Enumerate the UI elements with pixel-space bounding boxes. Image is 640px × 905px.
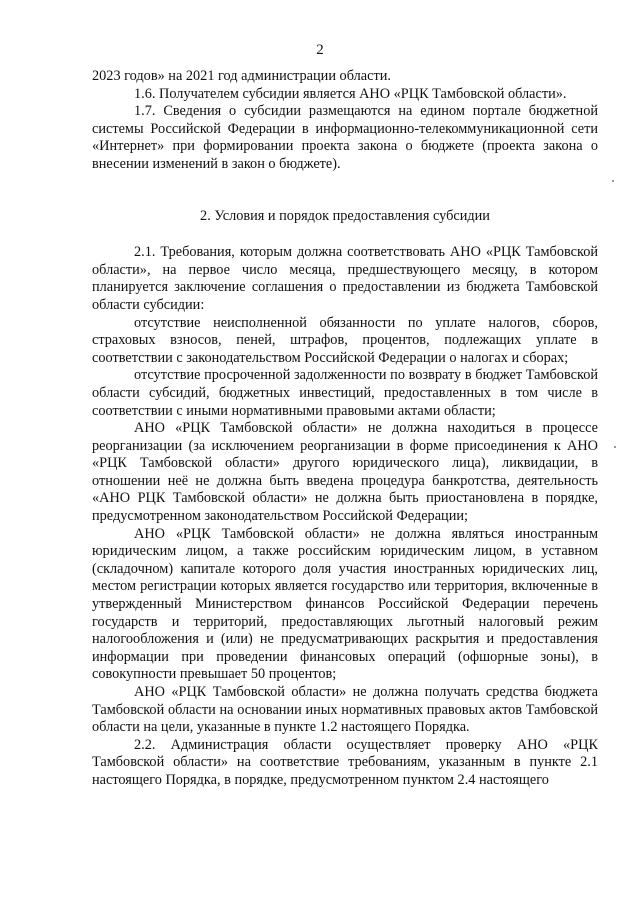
paragraph-1-7: 1.7. Сведения о субсидии размещаются на едином портале бюджетной системы Российской Федерации в информационно-телекоммуникационной сети «Интернет» при формировании проекта закона о бюджете (проекта закона о внесении изменений в закон о бюджете). xyxy=(92,103,598,172)
section-heading: 2. Условия и порядок предоставления субсидии xyxy=(200,207,490,224)
requirement-no-overdue-debt: отсутствие просроченной задолженности по возврату в бюджет Тамбовской области субсидий, бюджетных инвестиций, предоставленных в том числе в соответствии с иными нормативными правовыми актами области; xyxy=(92,367,598,419)
requirement-no-tax-debt: отсутствие неисполненной обязанности по уплате налогов, сборов, страховых взносов, пеней, штрафов, процентов, подлежащих уплате в соответствии с законодательством Российской Федерации о налогах и сборах; xyxy=(92,314,598,366)
paragraph-2-2: 2.2. Администрация области осуществляет проверку АНО «РЦК Тамбовской области» на соответствие требованиям, указанным в пункте 2.1 настоящего Порядка, в порядке, предусмотренном пунктом 2.4 настоящего xyxy=(92,736,598,788)
page-number: 2 xyxy=(316,42,324,58)
paragraph-2-1: 2.1. Требования, которым должна соответствовать АНО «РЦК Тамбовской области», на первое число месяца, предшествующего месяцу, в котором планируется заключение соглашения о предоставлении из бюджета Тамбовской области субсидии: xyxy=(92,244,598,313)
requirement-not-foreign: АНО «РЦК Тамбовской области» не должна являться иностранным юридическим лицом, а также российским юридическим лицом, в уставном (складочном) капитале которого доля участия иностранных юридических лиц, местом регистрации которых является государство или территория, включенные в утвержденный Министерством финансов Российской Федерации перечень государств и территорий, предоставляющих льготный налоговый режим налогообложения и (или) не предусматривающих раскрытия и предоставления информации при проведении финансовых операций (офшорные зоны), в совокупности превышает 50 процентов; xyxy=(92,525,598,683)
scan-speck xyxy=(614,446,616,448)
paragraph-continuation: 2023 годов» на 2021 год администрации области. xyxy=(92,68,391,84)
requirement-no-reorganization: АНО «РЦК Тамбовской области» не должна находиться в процессе реорганизации (за исключением реорганизации в форме присоединения к АНО «РЦК Тамбовской области» другого юридического лица), ликвидации, в отношении неё не должна быть введена процедура банкротства, деятельность «АНО РЦК Тамбовской области» не должна быть приостановлена в порядке, предусмотренном законодательством Российской Федерации; xyxy=(92,420,598,525)
document-body xyxy=(92,68,598,790)
scan-speck xyxy=(612,180,614,182)
paragraph-1-6: 1.6. Получателем субсидии является АНО «РЦК Тамбовской области». xyxy=(134,85,567,102)
requirement-no-other-funds: АНО «РЦК Тамбовской области» не должна получать средства бюджета Тамбовской области на основании иных нормативных правовых актов Тамбовской области на цели, указанные в пункте 1.2 настоящего Порядка. xyxy=(92,684,598,736)
